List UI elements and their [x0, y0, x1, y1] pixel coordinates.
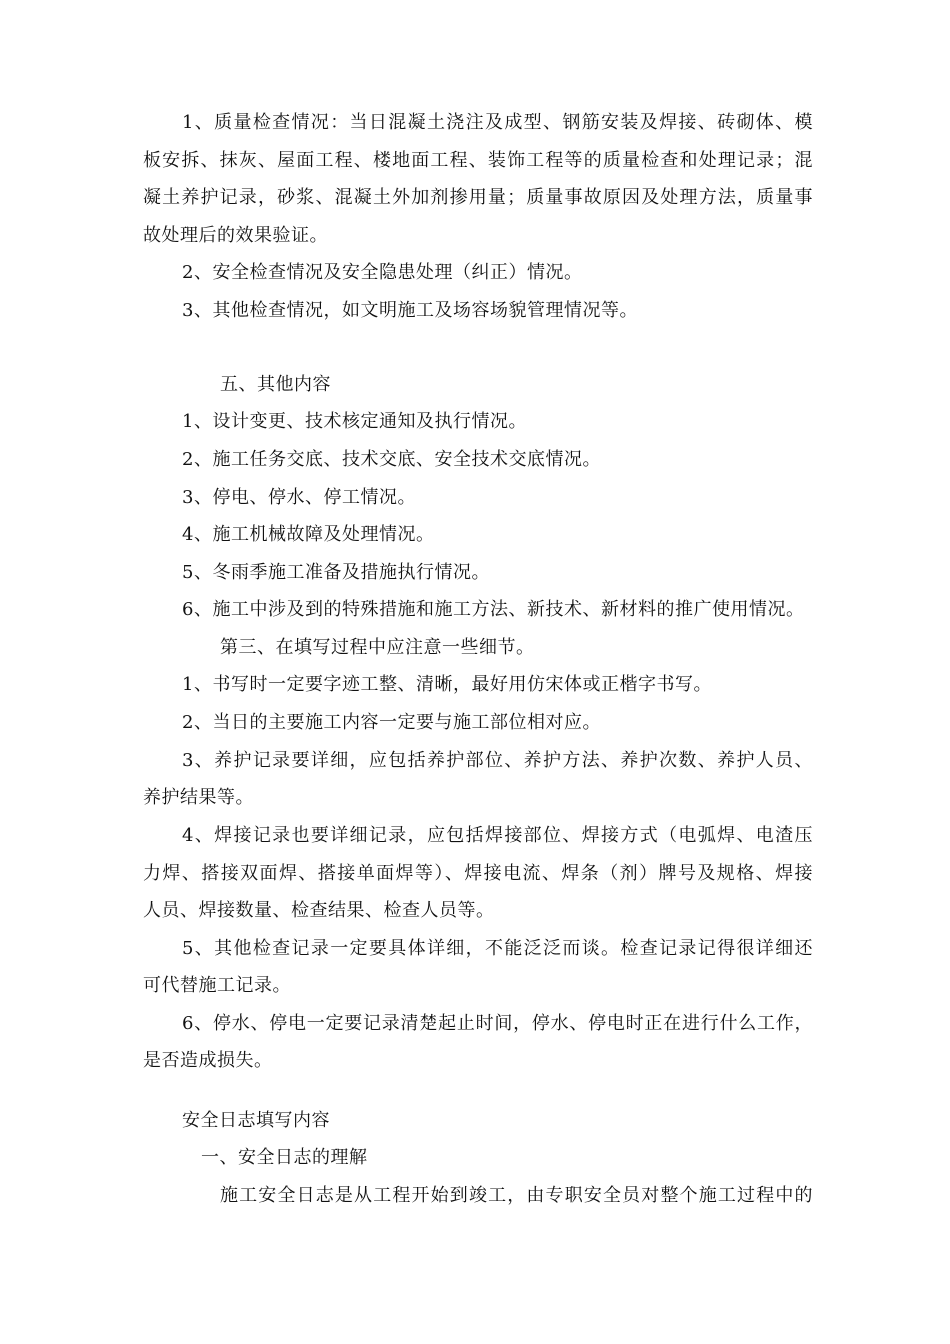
list-item: 可代替施工记录。: [143, 975, 291, 996]
list-item: 养护结果等。: [143, 787, 254, 808]
section-heading: 五、其他内容: [220, 374, 331, 395]
paragraph-line: 2、安全检查情况及安全隐患处理（纠正）情况。: [182, 262, 583, 283]
paragraph-line: 故处理后的效果验证。: [143, 225, 328, 246]
list-item: 4、焊接记录也要详细记录，应包括焊接部位、焊接方式（电弧焊、电渣压: [182, 825, 813, 846]
section-heading: 一、安全日志的理解: [201, 1147, 368, 1168]
list-item: 5、其他检查记录一定要具体详细，不能泛泛而谈。检查记录记得很详细还: [182, 938, 813, 959]
paragraph-line: 1、质量检查情况：当日混凝土浇注及成型、钢筋安装及焊接、砖砌体、模: [182, 112, 813, 133]
list-item: 1、设计变更、技术核定通知及执行情况。: [182, 411, 527, 432]
list-item: 是否造成损失。: [143, 1050, 273, 1071]
paragraph-line: 施工安全日志是从工程开始到竣工，由专职安全员对整个施工过程中的: [220, 1185, 813, 1206]
list-item: 人员、焊接数量、检查结果、检查人员等。: [143, 900, 495, 921]
paragraph-line: 3、其他检查情况，如文明施工及场容场貌管理情况等。: [182, 300, 638, 321]
paragraph-line: 板安拆、抹灰、屋面工程、楼地面工程、装饰工程等的质量检查和处理记录；混: [143, 150, 813, 171]
list-item: 6、施工中涉及到的特殊措施和施工方法、新技术、新材料的推广使用情况。: [182, 599, 805, 620]
list-item: 3、停电、停水、停工情况。: [182, 487, 416, 508]
section-title: 安全日志填写内容: [182, 1110, 330, 1131]
paragraph-line: 凝土养护记录，砂浆、混凝土外加剂掺用量；质量事故原因及处理方法，质量事: [143, 187, 813, 208]
list-item: 4、施工机械故障及处理情况。: [182, 524, 435, 545]
list-item: 力焊、搭接双面焊、搭接单面焊等）、焊接电流、焊条（剂）牌号及规格、焊接: [143, 863, 813, 884]
list-item: 2、施工任务交底、技术交底、安全技术交底情况。: [182, 449, 601, 470]
section-heading: 第三、在填写过程中应注意一些细节。: [220, 637, 535, 658]
list-item: 1、书写时一定要字迹工整、清晰，最好用仿宋体或正楷字书写。: [182, 674, 712, 695]
list-item: 2、当日的主要施工内容一定要与施工部位相对应。: [182, 712, 601, 733]
list-item: 5、冬雨季施工准备及措施执行情况。: [182, 562, 490, 583]
list-item: 3、养护记录要详细，应包括养护部位、养护方法、养护次数、养护人员、: [182, 750, 813, 771]
list-item: 6、停水、停电一定要记录清楚起止时间，停水、停电时正在进行什么工作，: [182, 1013, 813, 1034]
